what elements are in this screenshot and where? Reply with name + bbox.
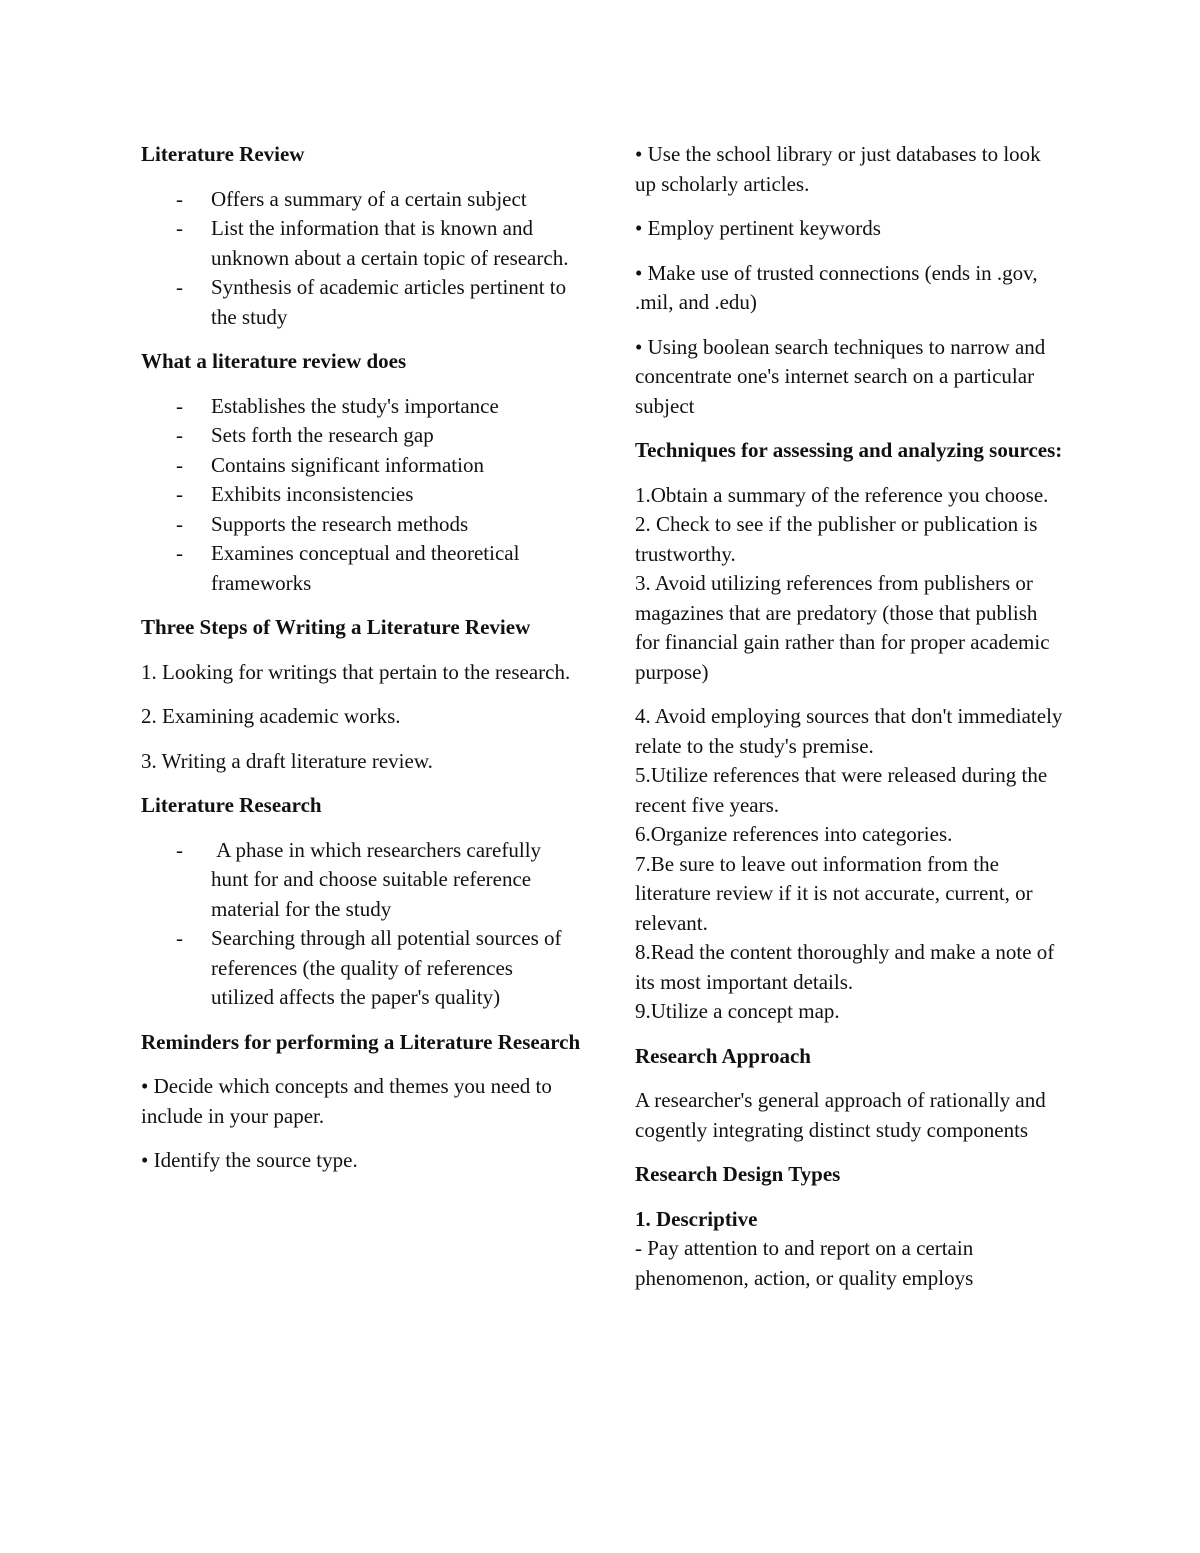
reminder-item: • Decide which concepts and themes you need to include in your paper. (141, 1074, 552, 1128)
heading-research-design-types: Research Design Types (635, 1162, 841, 1186)
list-item: - Offers a summary of a certain subject (211, 185, 581, 215)
left-column (141, 140, 581, 1191)
technique-item: 5.Utilize references that were released during the recent five years. (635, 763, 1048, 817)
reminder-item: • Employ pertinent keywords (635, 216, 881, 240)
list-item: - Exhibits inconsistencies (211, 480, 581, 510)
list-item: - Establishes the study's importance (211, 392, 581, 422)
reminder-item: • Using boolean search techniques to narrow and concentrate one's internet search on a particular subject (635, 334, 1046, 418)
list-item: - Searching through all potential sources of references (the quality of references utilized affects the paper's quality) (211, 924, 581, 1013)
what-review-does-list (141, 392, 581, 599)
research-approach-text: A researcher's general approach of rationally and cogently integrating distinct study components (635, 1088, 1046, 1142)
heading-research-approach: Research Approach (635, 1043, 811, 1068)
step-item: 1. Looking for writings that pertain to the research. (141, 659, 571, 684)
heading-techniques: Techniques for assessing and analyzing sources: (635, 438, 1063, 462)
list-item: - Contains significant information (211, 451, 581, 481)
heading-three-steps: Three Steps of Writing a Literature Review (141, 615, 531, 639)
list-item: - Supports the research methods (211, 510, 581, 540)
technique-item: 1.Obtain a summary of the reference you choose. (635, 482, 1049, 507)
list-item: - Examines conceptual and theoretical frameworks (211, 539, 581, 598)
technique-item: 9.Utilize a concept map. (635, 999, 840, 1023)
right-column (635, 140, 1065, 1308)
step-item: 3. Writing a draft literature review. (141, 748, 433, 773)
reminder-item: • Use the school library or just databases to look up scholarly articles. (635, 142, 1041, 196)
literature-research-list (141, 836, 581, 1013)
reminder-item: • Identify the source type. (141, 1148, 358, 1172)
technique-item: 7.Be sure to leave out information from the literature review if it is not accurate, current, or relevant. (635, 851, 1033, 935)
heading-literature-review: Literature Review (141, 142, 305, 166)
step-item: 2. Examining academic works. (141, 704, 401, 728)
heading-what-review-does: What a literature review does (141, 349, 407, 373)
techniques-group-2 (635, 702, 1065, 1027)
technique-item: 3. Avoid utilizing references from publishers or magazines that are predatory (those that publish for financial gain rather than for proper academic purpose) (635, 571, 1050, 684)
list-item: - A phase in which researchers carefully hunt for and choose suitable reference material for the study (211, 836, 581, 925)
literature-review-list (141, 185, 581, 333)
heading-literature-research: Literature Research (141, 793, 322, 817)
list-item: - Sets forth the research gap (211, 421, 581, 451)
descriptive-text: - Pay attention to and report on a certain phenomenon, action, or quality employs (635, 1236, 974, 1290)
techniques-group-1 (635, 481, 1065, 688)
heading-descriptive: 1. Descriptive (635, 1206, 758, 1231)
heading-reminders: Reminders for performing a Literature Research (141, 1029, 581, 1054)
technique-item: 8.Read the content thoroughly and make a note of its most important details. (635, 940, 1055, 994)
technique-item: 6.Organize references into categories. (635, 822, 953, 846)
list-item: - List the information that is known and unknown about a certain topic of research. (211, 214, 581, 273)
reminder-item: • Make use of trusted connections (ends in .gov, .mil, and .edu) (635, 260, 1038, 314)
list-item: - Synthesis of academic articles pertinent to the study (211, 273, 581, 332)
technique-item: 2. Check to see if the publisher or publication is trustworthy. (635, 512, 1038, 566)
technique-item: 4. Avoid employing sources that don't immediately relate to the study's premise. (635, 704, 1063, 758)
